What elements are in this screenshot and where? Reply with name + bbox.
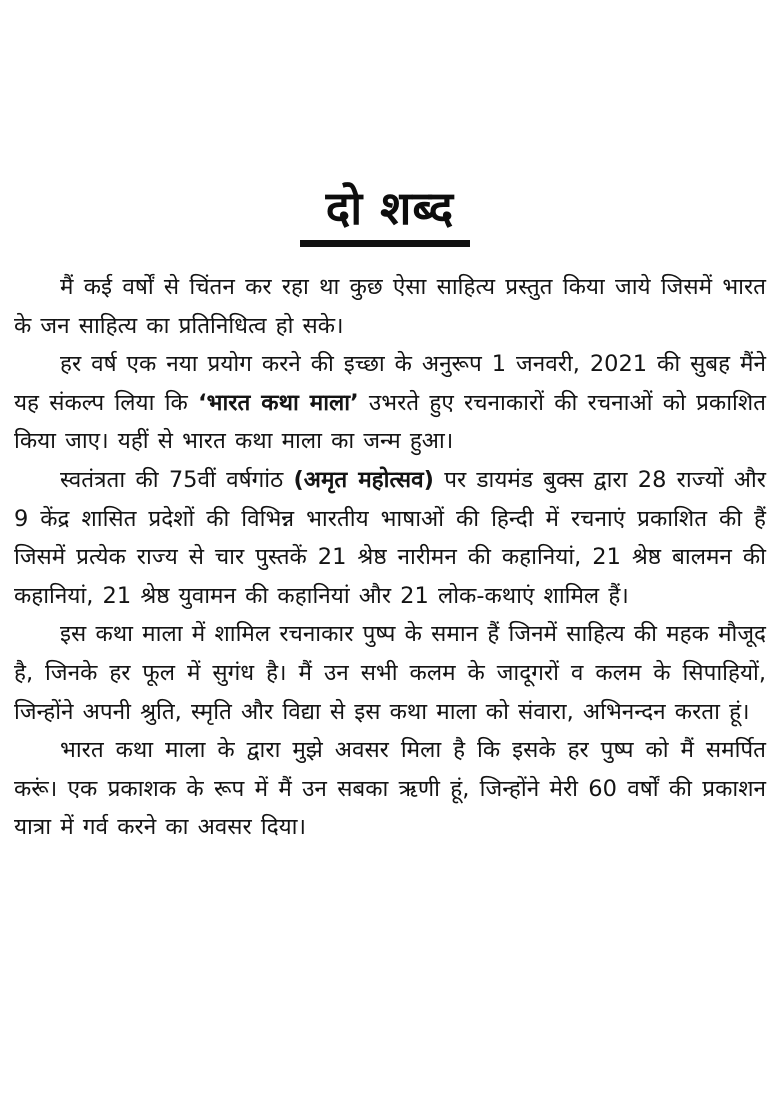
series-name-emphasis: ‘भारत कथा माला’ xyxy=(198,389,359,416)
title-underline xyxy=(300,240,470,247)
body-text xyxy=(14,268,766,847)
paragraph-4 xyxy=(14,615,766,731)
paragraph-text: इस कथा माला में शामिल रचनाकार पुष्प के समान हैं जिनमें साहित्य की महक मौजूद है, जिनके हर फूल में सुगंध है। मैं उन सभी कलम के जादूगरों व कलम के सिपाहियों, जिन्होंने अपनी श्रुति, स्मृति और विद्या से इस कथा माला को संवारा, अभिनन्दन करता हूं। xyxy=(14,621,766,725)
paragraph-3 xyxy=(14,461,766,615)
paragraph-text-after: उभरते हुए रचनाकारों की रचनाओं को प्रकाशित किया जाए। यहीं से भारत कथा माला का जन्म हुआ। xyxy=(14,389,766,455)
paragraph-text: भारत कथा माला के द्वारा मुझे अवसर मिला है कि इसके हर पुष्प को मैं समर्पित करूं। एक प्रकाशक के रूप में मैं उन सबका ऋणी हूं, जिन्होंने मेरी 60 वर्षों की प्रकाशन यात्रा में गर्व करने का अवसर दिया। xyxy=(14,737,766,841)
festival-name-emphasis: (अमृत महोत्सव) xyxy=(293,466,434,493)
paragraph-text-after: पर डायमंड बुक्स द्वारा 28 राज्यों और 9 केंद्र शासित प्रदेशों की विभिन्न भारतीय भाषाओं की हिन्दी में रचनाएं प्रकाशित की हैं जिसमें प्रत्येक राज्य से चार पुस्तकें 21 श्रेष्ठ नारीमन की कहानियां, 21 श्रेष्ठ बालमन की कहानियां, 21 श्रेष्ठ युवामन की कहानियां और 21 लोक-कथाएं शामिल हैं। xyxy=(14,466,766,609)
paragraph-2 xyxy=(14,345,766,461)
paragraph-text-before: हर वर्ष एक नया प्रयोग करने की इच्छा के अनुरूप 1 जनवरी, 2021 की सुबह मैंने यह संकल्प लिया कि xyxy=(14,351,766,416)
page-title: दो शब्द xyxy=(325,181,455,235)
paragraph-5 xyxy=(14,731,766,847)
paragraph-text-before: स्वतंत्रता की 75वीं वर्षगांठ xyxy=(60,466,294,493)
paragraph-text: मैं कई वर्षों से चिंतन कर रहा था कुछ ऐसा साहित्य प्रस्तुत किया जाये जिसमें भारत के जन साहित्य का प्रतिनिधित्व हो सके। xyxy=(14,274,766,339)
title-container xyxy=(0,178,780,238)
paragraph-1 xyxy=(14,268,766,345)
